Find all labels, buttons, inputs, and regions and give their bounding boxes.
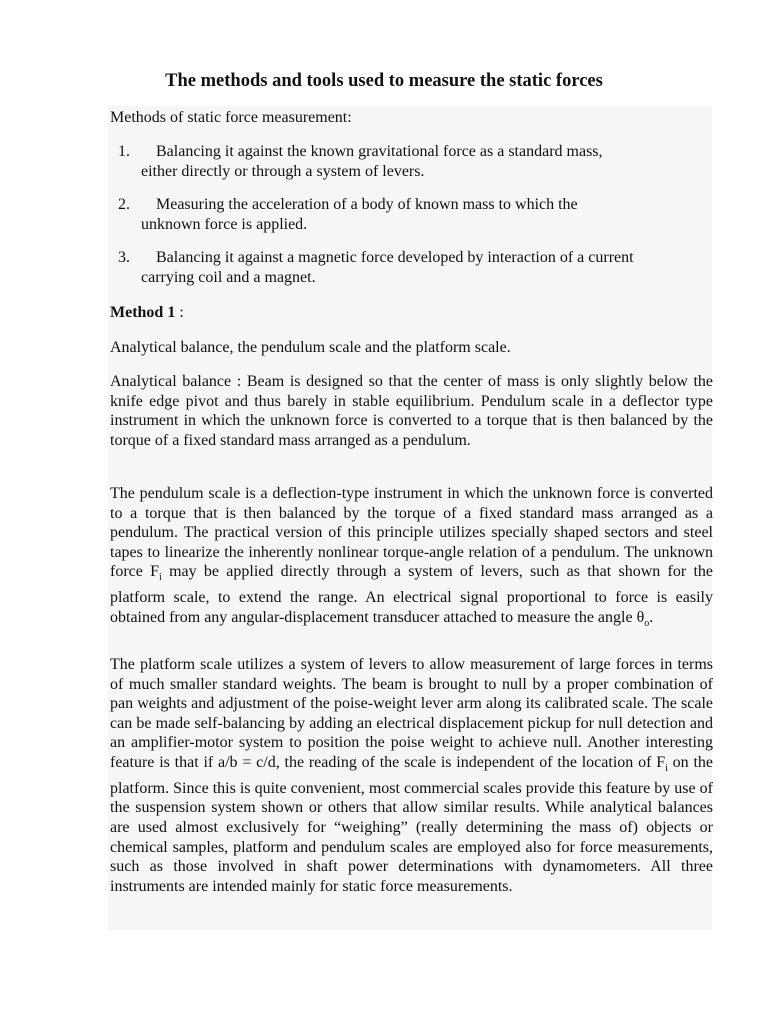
list-number: 1. — [118, 143, 130, 160]
method1-label: Method 1 — [110, 304, 176, 321]
list-line: Measuring the acceleration of a body of known mass to which the — [156, 196, 578, 213]
list-number: 2. — [118, 196, 130, 213]
method1-heading — [110, 303, 710, 323]
methods-heading: Methods of static force measurement: — [110, 109, 352, 126]
platform-text-b: on the platform. Since this is quite convenient, most commercial scales provide this feature by use of the suspension system shown or others that allow similar results. While analytical balances are used almost exclusively for “weighing” (really determining the mass of) objects or chemical samples, platform and pendulum scales are employed also for force measurements, such as those involved in shaft power determinations with dynamometers. All three instruments are intended mainly for static force measurements. — [110, 753, 714, 895]
list-number: 3. — [118, 249, 130, 266]
pendulum-text-a: The pendulum scale is a deflection-type instrument in which the unknown force is converted to a torque that is then balanced by the torque of a fixed standard mass arranged as a pendulum. The practical version of this principle utilizes specially shaped sectors and steel tapes to linearize the inherently nonlinear torque-angle relation of a pendulum. The unknown force F — [110, 485, 713, 581]
pendulum-text-end: . — [649, 608, 654, 626]
platform-text-a: The platform scale utilizes a system of levers to allow measurement of large forces in terms of much smaller standard weights. The beam is brought to null by a proper combination of pan weights and adjustment of the poise-weight lever arm along its calibrated scale. The scale can be made self-balancing by adding an electrical displacement pickup for null detection and an amplifier-motor system to position the poise weight to achieve null. Another interesting feature is that if a/b = c/d, the reading of the scale is independent of the location of F — [110, 656, 713, 771]
pendulum-scale-paragraph — [110, 484, 713, 634]
pendulum-subscript-i: i — [159, 572, 162, 584]
list-item — [118, 248, 708, 288]
pendulum-text-b: may be applied directly through a system of levers, such as that shown for the platform scale, to extend the range. An electrical signal proportional to force is easily obtained from any angular-displacement transducer attached to measure the angle θ — [110, 563, 713, 626]
platform-subscript-i: i — [665, 763, 668, 775]
list-line: Balancing it against a magnetic force developed by interaction of a current — [156, 249, 634, 266]
list-line: either directly or through a system of levers. — [141, 163, 425, 180]
list-item — [118, 142, 708, 182]
list-line: Balancing it against the known gravitational force as a standard mass, — [156, 143, 603, 160]
list-item — [118, 195, 708, 235]
list-line: unknown force is applied. — [141, 216, 308, 233]
method1-subtitle: Analytical balance, the pendulum scale and the platform scale. — [110, 339, 511, 356]
list-line: carrying coil and a magnet. — [141, 269, 316, 286]
pendulum-subscript-o: o — [644, 617, 650, 629]
method1-colon: : — [175, 304, 184, 321]
analytical-balance-paragraph: Analytical balance : Beam is designed so that the center of mass is only slightly below the knife edge pivot and thus barely in stable equilibrium. Pendulum scale in a deflector type instrument in which the unknown force is converted to a torque that is then balanced by the torque of a fixed standard mass arranged as a pendulum. — [110, 373, 713, 449]
platform-scale-paragraph — [110, 655, 713, 896]
page-title: The methods and tools used to measure the static forces — [165, 71, 603, 91]
